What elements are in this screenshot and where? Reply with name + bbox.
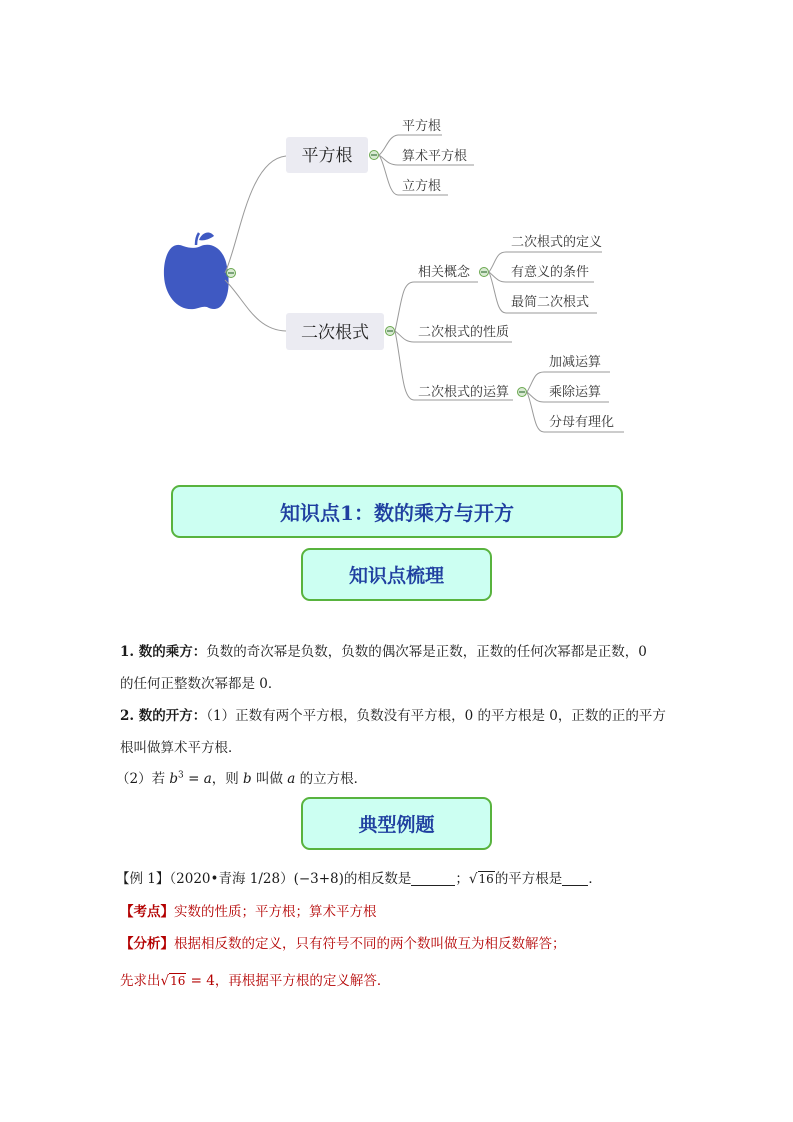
branch1-collapse-toggle[interactable] — [370, 151, 379, 160]
review-title: 知识点梳理 — [348, 565, 444, 587]
leaf-simplest-radical[interactable]: 最简二次根式 — [511, 295, 590, 310]
node-radical-operations[interactable]: 二次根式的运算 — [418, 385, 510, 400]
example-expr: (−3+8)的相反数是 — [293, 871, 412, 887]
leaf-meaningful-condition[interactable]: 有意义的条件 — [511, 265, 590, 280]
answer-blank-2[interactable] — [562, 871, 588, 886]
kaodian-text: 实数的性质；平方根；算术平方根 — [174, 904, 377, 920]
node-radical-properties[interactable]: 二次根式的性质 — [418, 325, 510, 340]
example-fenxi-2 — [120, 971, 680, 991]
example-end: ． — [588, 871, 602, 887]
kp2-text-2: 根叫做算术平方根． — [120, 740, 242, 756]
example-sep: ； — [455, 871, 469, 887]
answer-blank-1[interactable] — [411, 871, 455, 886]
kp1-text-2: 的任何正整数次幂都是 0． — [120, 676, 282, 692]
knowledge-point-1 — [120, 642, 680, 662]
fenxi2-prefix: 先求出 — [120, 973, 161, 989]
root-collapse-toggle[interactable] — [227, 269, 236, 278]
kp3-a: a — [203, 771, 212, 787]
mind-map — [0, 0, 793, 470]
kp3-b2: b — [243, 771, 252, 787]
leaf-arithmetic-square-root[interactable]: 算术平方根 — [402, 149, 468, 164]
fenxi2-sqrt: √16 — [160, 973, 186, 989]
kp3-mid: ，则 — [211, 771, 244, 787]
examples-title: 典型例题 — [358, 814, 435, 836]
node-branch2-label: 二次根式 — [301, 323, 369, 343]
kp3-a2: a — [287, 771, 296, 787]
kp2-title: 2. 数的开方： — [120, 708, 207, 724]
kaodian-label: 【考点】 — [120, 904, 174, 920]
leaf-cube-root[interactable]: 立方根 — [402, 179, 442, 194]
leaf-radical-definition[interactable]: 二次根式的定义 — [511, 235, 603, 250]
knowledge-point-1-cont — [120, 674, 680, 694]
kp1-title: 1. 数的乘方： — [120, 644, 207, 660]
branch2-collapse-toggle[interactable] — [386, 327, 395, 336]
fenxi-text: 根据相反数的定义，只有符号不同的两个数叫做互为相反数解答； — [174, 936, 566, 952]
sub1-collapse-toggle[interactable] — [480, 268, 489, 277]
example-source: （2020•青海 1/28） — [169, 871, 294, 887]
leaf-rationalize-denominator[interactable]: 分母有理化 — [549, 415, 615, 430]
knowledge-point-2-cont — [120, 738, 680, 758]
leaf-add-subtract[interactable]: 加减运算 — [549, 355, 602, 370]
topic-title: 知识点1：数的乘方与开方 — [280, 501, 514, 525]
leaf-multiply-divide[interactable]: 乘除运算 — [549, 385, 602, 400]
example-1 — [116, 869, 676, 889]
kp3-prefix: （2）若 — [116, 771, 170, 787]
kp3-mid2: 叫做 — [251, 771, 288, 787]
kp3-eq: = — [183, 771, 204, 787]
knowledge-point-2 — [120, 706, 680, 726]
kp2-text: （1）正数有两个平方根，负数没有平方根，0 的平方根是 0，正数的正的平方 — [206, 708, 666, 724]
sqrt-radicand: 16 — [478, 872, 494, 886]
kp3-exp: 3 — [178, 770, 184, 781]
sqrt-16: √16 — [468, 871, 494, 887]
knowledge-point-2-part2 — [116, 769, 676, 789]
node-related-concepts[interactable]: 相关概念 — [418, 265, 471, 280]
fenxi-label: 【分析】 — [120, 936, 174, 952]
kp3-b: b — [169, 771, 179, 787]
apple-icon — [164, 233, 229, 310]
example-expr2: 的平方根是 — [494, 871, 563, 887]
fenxi2-radicand: 16 — [170, 974, 186, 988]
review-banner — [301, 548, 492, 601]
topic-banner — [171, 485, 623, 538]
fenxi2-eq: = 4 — [186, 973, 215, 989]
example-fenxi — [120, 934, 680, 954]
kp1-text: 负数的奇次幂是负数，负数的偶次幂是正数，正数的任何次幂都是正数，0 — [206, 644, 647, 660]
node-branch1-label: 平方根 — [301, 146, 353, 166]
examples-banner — [301, 797, 492, 850]
example-label: 【例 1】 — [116, 871, 170, 887]
leaf-square-root[interactable]: 平方根 — [402, 119, 442, 134]
sub3-collapse-toggle[interactable] — [518, 388, 527, 397]
example-kaodian — [120, 902, 680, 922]
kp3-suffix: 的立方根． — [295, 771, 368, 787]
fenxi2-suffix: ，再根据平方根的定义解答． — [214, 973, 391, 989]
